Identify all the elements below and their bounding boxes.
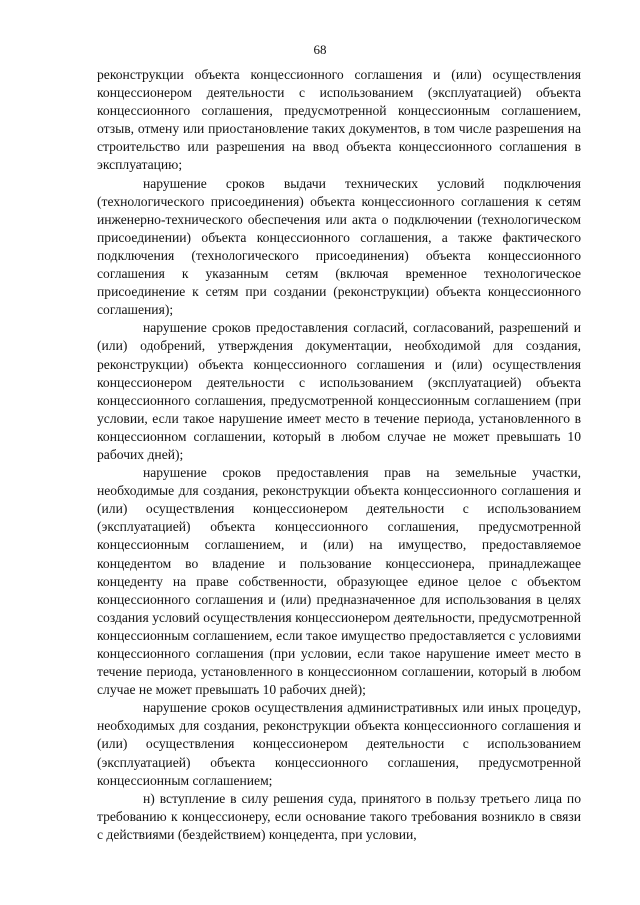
paragraph-technical-conditions: нарушение сроков выдачи технических условий подключения (технологического присоединения) объекта концессионного соглашения к сетям инженерно-технического обеспечения или акта о подключении (технологическом присоединении) объекта концессионного соглашения, а также фактического подключения (технологического присоединения) объекта концессионного соглашения к указанным сетям (включая временное технологическое присоединение к сетям при создании (реконструкции) объекта концессионного соглашения);: [97, 175, 581, 318]
page-number: 68: [313, 42, 327, 57]
paragraph-land-rights: нарушение сроков предоставления прав на земельные участки, необходимые для создания, реконструкции объекта концессионного соглашения и (или) осуществления концессионером деятельности с использованием (эксплуатацией) объекта концессионного соглашения, предусмотренной концессионным соглашением, и (или) на имущество, предоставляемое концедентом во владение и пользование концессионера, принадлежащее концеденту на праве собственности, образующее единое целое с объектом концессионного соглашения и (или) предназначенное для использования в целях создания условий осуществления концессионером деятельности, предусмотренной концессионным соглашением, если такое имущество предоставляется с условиями концессионного соглашения (при условии, если такое нарушение имеет место в течение периода, установленного в концессионном соглашении, который в любом случае не может превышать 10 рабочих дней);: [97, 465, 581, 698]
paragraph-court-decision: н) вступление в силу решения суда, принятого в пользу третьего лица по требованию к концессионеру, если основание такого требования возникло в связи с действиями (бездействием) концедента, при условии,: [97, 790, 581, 842]
document-body: [97, 66, 581, 844]
paragraph-continuation: реконструкции объекта концессионного соглашения и (или) осуществления концессионером деятельности с использованием (эксплуатацией) объекта концессионного соглашения, предусмотренной концессионным соглашением, отзыв, отмену или приостановление таких документов, в том числе разрешения на строительство или разрешения на ввод объекта концессионного соглашения в эксплуатацию;: [97, 67, 581, 173]
paragraph-administrative-procedures: нарушение сроков осуществления административных или иных процедур, необходимых для создания, реконструкции объекта концессионного соглашения и (или) осуществления концессионером деятельности с использованием (эксплуатацией) объекта концессионного соглашения, предусмотренной концессионным соглашением;: [97, 700, 581, 788]
paragraph-approvals: нарушение сроков предоставления согласий, согласований, разрешений и (или) одобрений, утверждения документации, необходимой для создания, реконструкции) объекта концессионного соглашения и (или) осуществления концессионером деятельности с использованием (эксплуатацией) объекта концессионного соглашения, предусмотренной концессионным соглашением (при условии, если такое нарушение имеет место в течение периода, установленного в концессионном соглашении, который в любом случае не может превышать 10 рабочих дней);: [97, 320, 581, 462]
